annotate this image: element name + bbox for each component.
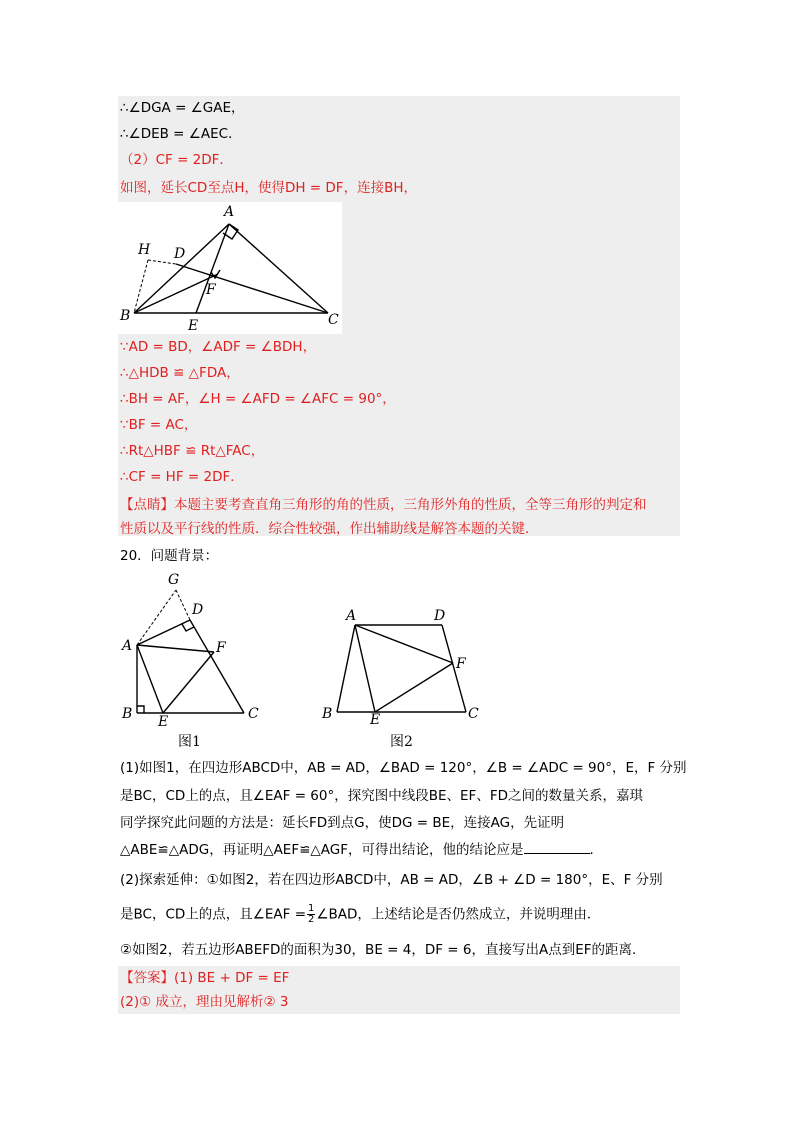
label-E: E bbox=[158, 714, 169, 726]
figure-2-caption: 图2 bbox=[390, 734, 413, 750]
fraction-denominator: 2 bbox=[308, 914, 315, 925]
question-2-line bbox=[120, 904, 600, 925]
label-D: D bbox=[174, 246, 186, 262]
label-E: E bbox=[370, 712, 381, 726]
solution-line: 如图，延长CD至点H，使得DH = DF，连接BH， bbox=[120, 180, 417, 196]
solution-line: （2）CF = 2DF． bbox=[120, 152, 233, 168]
label-E: E bbox=[188, 318, 199, 334]
label-C: C bbox=[468, 706, 479, 722]
comment-line: 【点睛】本题主要考查直角三角形的角的性质，三角形外角的性质，全等三角形的判定和 bbox=[120, 497, 647, 513]
question-1-text: △ABE≌△ADG，再证明△AEF≌△AGF，可得出结论，他的结论应是 bbox=[120, 842, 524, 858]
answer-line: 【答案】(1) BE + DF = EF bbox=[120, 970, 290, 986]
question-1-line: 是BC，CD上的点，且∠EAF = 60°，探究图中线段BE、EF、FD之间的数量关系，嘉琪 bbox=[120, 788, 643, 804]
label-F: F bbox=[206, 282, 216, 298]
label-A: A bbox=[224, 204, 235, 220]
label-A: A bbox=[122, 638, 133, 654]
fraction-numerator: 1 bbox=[308, 903, 315, 914]
question-2-text: 是BC，CD上的点，且∠EAF = bbox=[120, 906, 307, 923]
problem-figure-1 bbox=[118, 566, 268, 726]
solution-line: ∴CF = HF = 2DF． bbox=[120, 469, 244, 485]
question-1-end: ． bbox=[589, 842, 604, 858]
label-G: G bbox=[168, 572, 180, 588]
figure-1-caption: 图1 bbox=[178, 734, 201, 750]
problem-header: 20．问题背景： bbox=[120, 548, 219, 564]
label-B: B bbox=[322, 706, 333, 722]
question-1-line bbox=[120, 840, 603, 860]
label-F: F bbox=[456, 656, 466, 672]
solution-line: ∵AD = BD，∠ADF = ∠BDH， bbox=[120, 339, 317, 355]
label-B: B bbox=[122, 706, 133, 722]
answer-blank bbox=[524, 841, 590, 854]
question-2-text-end: ∠BAD，上述结论是否仍然成立，并说明理由． bbox=[316, 906, 601, 923]
solution-line: ∴∠DEB = ∠AEC． bbox=[120, 126, 242, 142]
question-2-line: (2)探索延伸：①如图2，若在四边形ABCD中，AB = AD，∠B + ∠D = 180°，E、F 分别 bbox=[120, 872, 663, 888]
label-D: D bbox=[434, 608, 446, 624]
label-F: F bbox=[216, 640, 226, 656]
problem-figure-2 bbox=[318, 604, 486, 726]
question-2-line: ②如图2，若五边形ABEFD的面积为30，BE = 4，DF = 6，直接写出A点到EF的距离． bbox=[120, 942, 646, 958]
label-D: D bbox=[192, 602, 204, 618]
solution-line: ∴∠DGA = ∠GAE， bbox=[120, 100, 245, 116]
question-1-line: (1)如图1，在四边形ABCD中，AB = AD，∠BAD = 120°，∠B = ∠ADC = 90°，E，F 分别 bbox=[120, 760, 687, 776]
solution-figure bbox=[118, 202, 342, 334]
solution-line: ∴BH = AF，∠H = ∠AFD = ∠AFC = 90°， bbox=[120, 391, 396, 407]
label-C: C bbox=[328, 312, 339, 328]
question-1-line: 同学探究此问题的方法是：延长FD到点G，使DG = BE，连接AG，先证明 bbox=[120, 815, 565, 831]
answer-line: (2)① 成立，理由见解析② 3 bbox=[120, 994, 289, 1010]
label-A: A bbox=[346, 608, 357, 624]
label-H: H bbox=[138, 242, 151, 258]
solution-line: ∴Rt△HBF ≌ Rt△FAC， bbox=[120, 443, 265, 459]
comment-line: 性质以及平行线的性质．综合性较强，作出辅助线是解答本题的关键． bbox=[120, 521, 539, 537]
solution-line: ∴△HDB ≌ △FDA， bbox=[120, 365, 240, 381]
label-C: C bbox=[248, 706, 259, 722]
label-B: B bbox=[120, 308, 131, 324]
solution-line: ∵BF = AC， bbox=[120, 417, 198, 433]
fraction-half bbox=[307, 904, 315, 925]
